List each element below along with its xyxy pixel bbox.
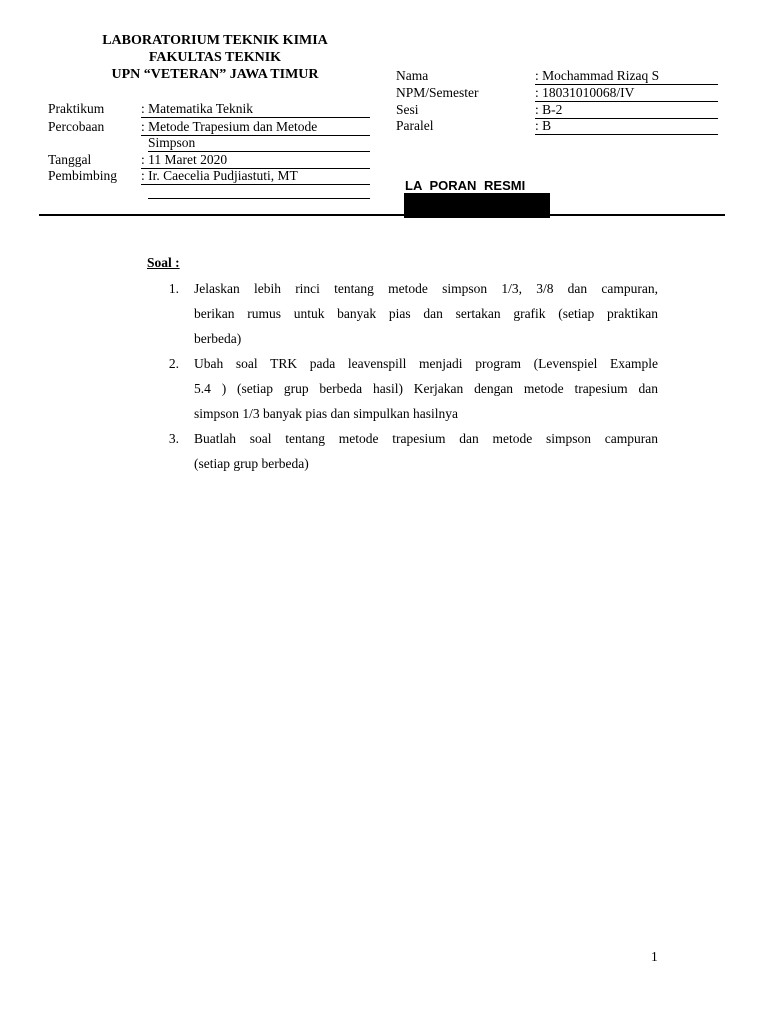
tanggal-label: Tanggal <box>48 152 92 167</box>
question-line: simpson 1/3 banyak pias dan simpulkan hasilnya <box>194 406 458 421</box>
paralel-label: Paralel <box>396 118 434 133</box>
nama-value: : Mochammad Rizaq S <box>535 68 718 85</box>
question-line: (setiap grup berbeda) <box>194 456 309 471</box>
percobaan-value: : Metode Trapesium dan Metode <box>141 119 370 136</box>
percobaan-label: Percobaan <box>48 119 105 134</box>
question-line: berbeda) <box>194 331 242 346</box>
faculty-name: FAKULTAS TEKNIK <box>148 50 282 65</box>
institution-name: LABORATORIUM TEKNIK KIMIA <box>102 33 328 48</box>
nama-label: Nama <box>396 68 429 83</box>
header-separator <box>39 214 725 216</box>
question-number: 1. <box>168 281 179 296</box>
university-name: UPN “VETERAN” JAWA TIMUR <box>111 67 319 82</box>
praktikum-label: Praktikum <box>48 101 105 116</box>
paralel-value: : B <box>535 118 718 135</box>
sesi-value: : B-2 <box>535 102 718 119</box>
question-line: Jelaskan lebih rinci tentang metode simpson 1/3, 3/8 dan campuran, <box>194 281 658 296</box>
tanggal-value: : 11 Maret 2020 <box>141 152 370 169</box>
soal-heading: Soal : <box>147 255 180 270</box>
pembimbing-extra-underline <box>148 198 370 199</box>
question-number: 3. <box>168 431 179 446</box>
percobaan-value-continued: Simpson <box>148 135 370 152</box>
report-type-title: LA PORAN RESMI <box>405 178 526 193</box>
pembimbing-label: Pembimbing <box>48 168 118 183</box>
npm-semester-label: NPM/Semester <box>396 85 479 100</box>
npm-semester-value: : 18031010068/IV <box>535 85 718 102</box>
pembimbing-value: : Ir. Caecelia Pudjiastuti, MT <box>141 168 370 185</box>
question-line: Ubah soal TRK pada leavenspill menjadi program (Levenspiel Example <box>194 356 658 371</box>
question-line: berikan rumus untuk banyak pias dan sertakan grafik (setiap praktikan <box>194 306 658 321</box>
praktikum-value: : Matematika Teknik <box>141 101 370 118</box>
page-number: 1 <box>651 949 658 964</box>
question-line: 5.4 ) (setiap grup berbeda hasil) Kerjakan dengan metode trapesium dan <box>194 381 658 396</box>
question-number: 2. <box>168 356 179 371</box>
question-line: Buatlah soal tentang metode trapesium dan metode simpson campuran <box>194 431 658 446</box>
sesi-label: Sesi <box>396 102 419 117</box>
